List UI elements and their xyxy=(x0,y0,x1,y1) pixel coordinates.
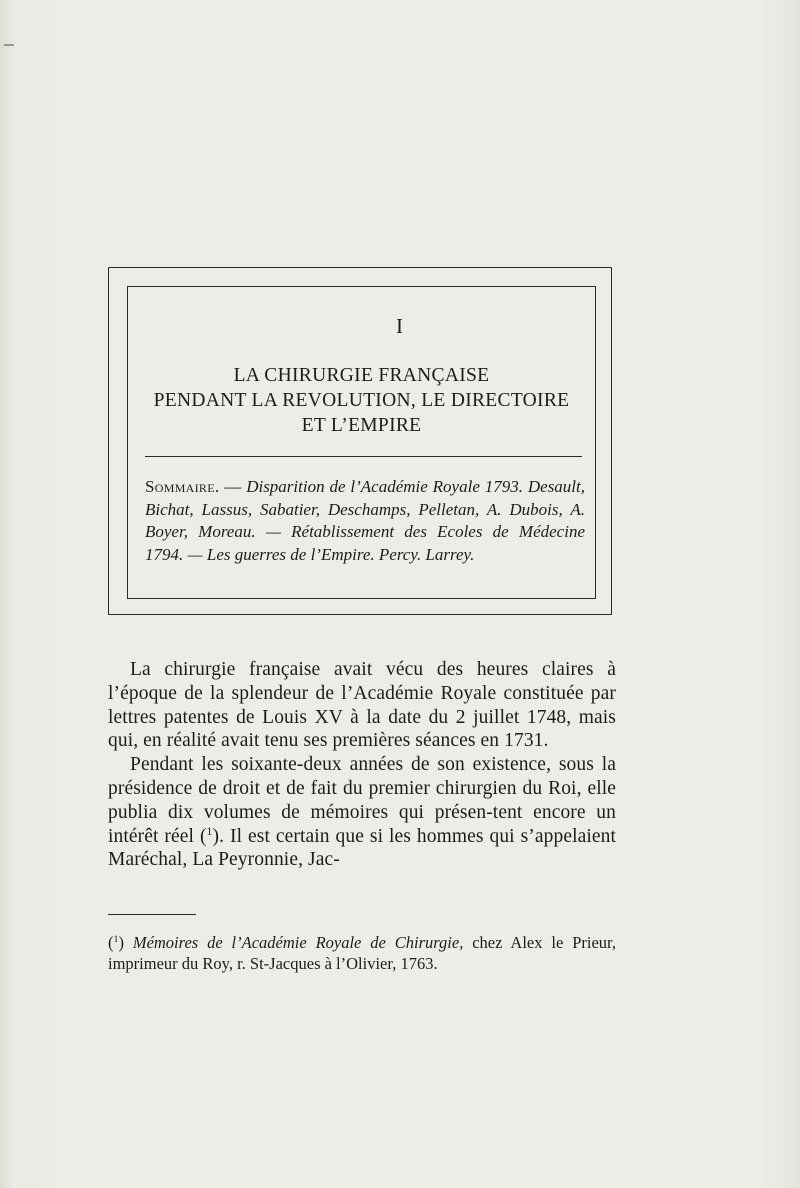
chapter-summary xyxy=(145,476,585,566)
paragraph-2-text-start: Pendant les soixante-deux années de son existence, sous la présidence de droit et de fait du premier chirurgien du Roi, elle publia dix volumes de mémoires qui présen-tent encore un intérêt réel ( xyxy=(108,754,616,847)
title-divider xyxy=(145,456,582,457)
footnote-title: Mémoires de l’Académie Royale de Chirurgie, xyxy=(132,933,464,952)
paragraph-2 xyxy=(108,753,616,872)
chapter-title-line-2: PENDANT LA REVOLUTION, LE DIRECTOIRE xyxy=(153,390,570,411)
chapter-title-line-3: ET L’EMPIRE xyxy=(301,415,422,436)
footnote-marker-number: 1 xyxy=(113,934,119,946)
chapter-number: I xyxy=(396,314,404,338)
paragraph-1: La chirurgie française avait vécu des heures claires à l’époque de la splendeur de l’Académie Royale constituée par lettres patentes de Louis XV à la date du 2 juillet 1748, mais qui, en réalité avait tenu ses premières séances en 1731. xyxy=(108,659,616,752)
chapter-title xyxy=(127,363,596,438)
summary-items: Disparition de l’Académie Royale 1793. Desault, Bichat, Lassus, Sabatier, Deschamps, Pelletan, A. Dubois, A. Boyer, Moreau. — Rétablissement des Ecoles de Médecine 1794. — Les guerres de l’Empire. Percy. Larrey. xyxy=(145,477,586,564)
footnote-divider xyxy=(108,914,196,915)
paragraph-2-text-end: ). Il est certain que si les hommes qui s’appelaient Maréchal, La Peyronnie, Jac- xyxy=(108,825,616,871)
page-edge-mark xyxy=(4,44,14,46)
summary-separator: — xyxy=(219,477,247,496)
chapter-title-line-1: LA CHIRURGIE FRANÇAISE xyxy=(233,365,490,386)
footnote-text: chez Alex le Prieur, imprimeur du Roy, r. St-Jacques à l’Olivier, 1763. xyxy=(108,933,616,973)
summary-label: Sommaire. xyxy=(145,477,220,496)
footnote-marker-close: ) xyxy=(118,933,124,952)
footnote-reference: 1 xyxy=(206,824,213,838)
body-text xyxy=(108,658,616,872)
footnote xyxy=(108,932,616,974)
footnote-marker-open: ( xyxy=(108,933,114,952)
